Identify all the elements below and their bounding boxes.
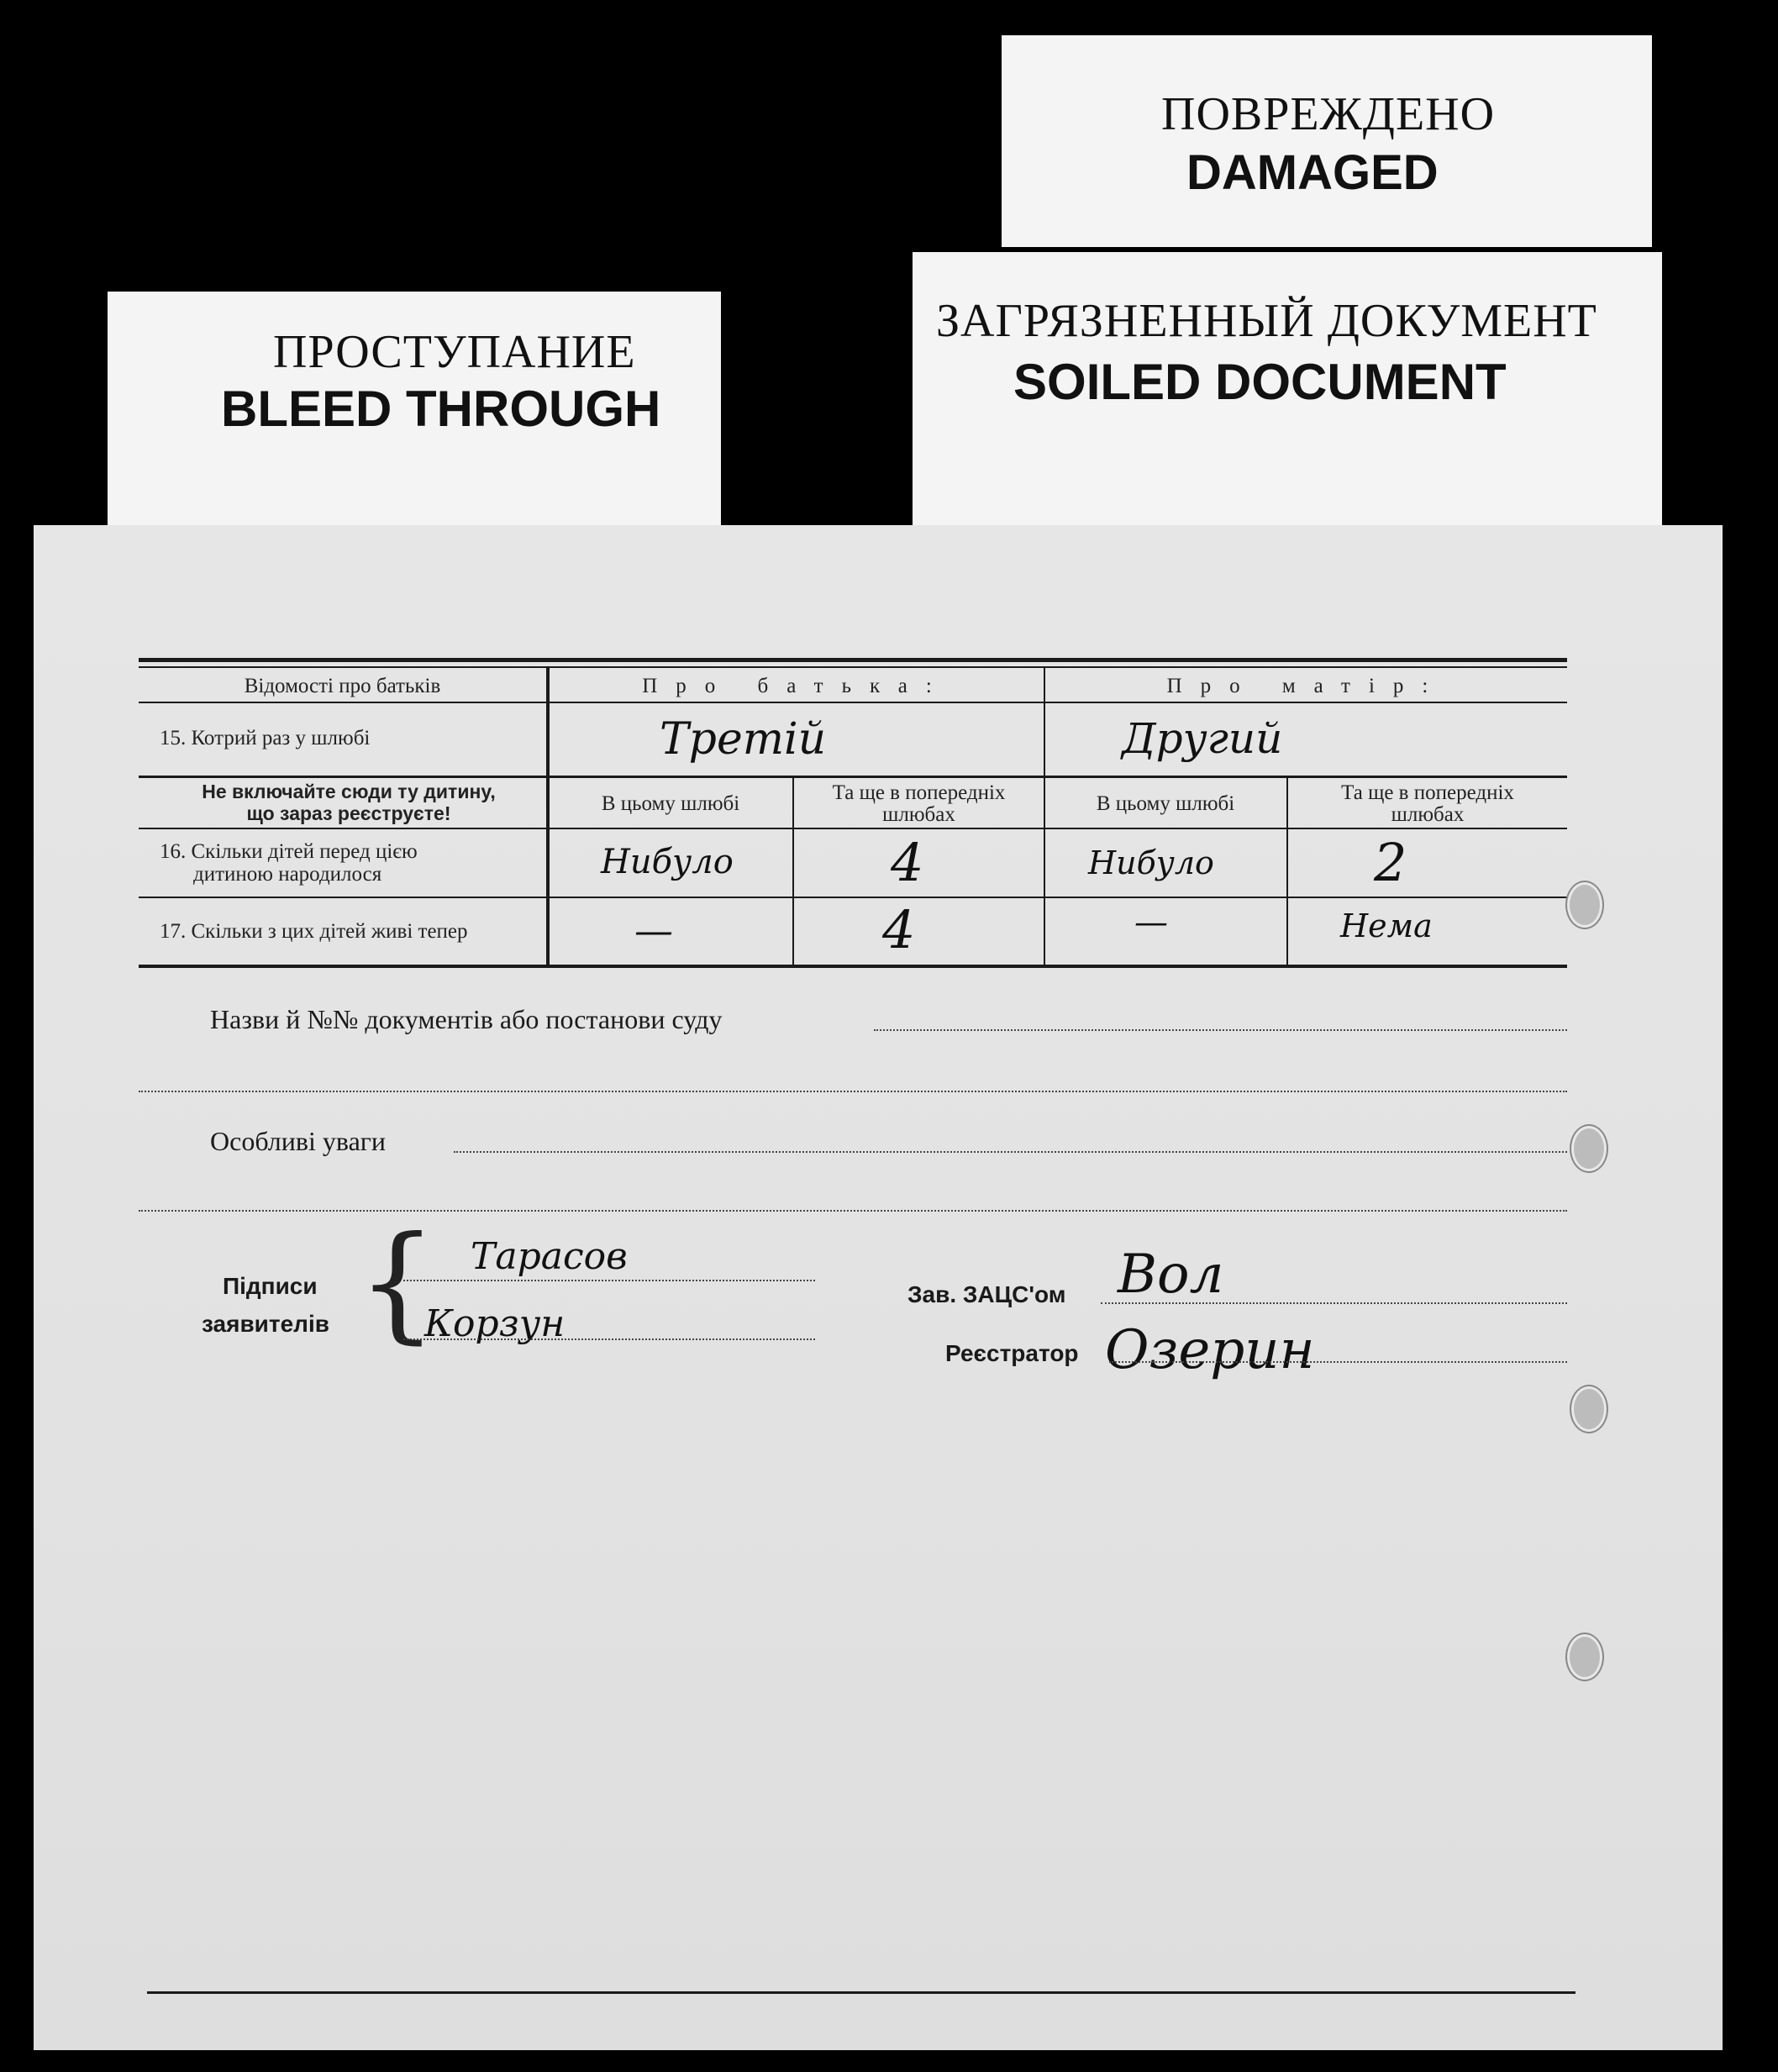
bleed-tag-en: BLEED THROUGH — [221, 381, 661, 437]
row17-label: 17. Скільки з цих дітей живі тепер — [160, 920, 468, 943]
col-divider-3 — [1044, 666, 1045, 966]
table-top-rule — [139, 658, 1567, 662]
signature-line-1 — [403, 1280, 815, 1281]
head-of-registry-label: Зав. ЗАЦС'ом — [907, 1281, 1066, 1307]
row17-father-prev: 4 — [882, 899, 916, 960]
row15-bottom-rule — [139, 776, 1567, 778]
registrar-signature-line — [1109, 1361, 1567, 1363]
soiled-tag-en: SOILED DOCUMENT — [1013, 354, 1507, 410]
row16-father-prev: 4 — [891, 832, 924, 893]
punch-hole — [1571, 1126, 1607, 1171]
remarks-label: Особливі уваги — [210, 1126, 387, 1156]
father-this-marriage-header: В цьому шлюбі — [601, 792, 740, 815]
row15-father-value: Третій — [660, 714, 827, 765]
row16-father-this: Нибуло — [601, 843, 734, 881]
documents-label: Назви й №№ документів або постанови суду — [210, 1004, 723, 1034]
punch-hole — [1567, 1634, 1602, 1680]
mother-previous-header-line2: шлюбах — [1391, 803, 1465, 826]
row17-father-this: — — [634, 907, 673, 953]
father-previous-header-line2: шлюбах — [882, 803, 955, 826]
mother-previous-header-line1: Та ще в попередніх — [1341, 781, 1514, 804]
note-line2: що зараз реєструєте! — [246, 802, 451, 824]
remarks-dotted-line-2 — [139, 1210, 1567, 1212]
row15-mother-value: Другий — [1122, 714, 1283, 763]
row15-label: 15. Котрий раз у шлюбі — [160, 727, 371, 749]
document-page — [34, 525, 1723, 2050]
table-bottom-rule — [139, 965, 1567, 968]
row16-label-line1: 16. Скільки дітей перед цією — [160, 840, 418, 863]
row16-label-line2: дитиною народилося — [193, 863, 382, 886]
header-father: Про батька: — [642, 675, 950, 697]
damaged-tag-en: DAMAGED — [1186, 145, 1439, 200]
signatures-brace: { — [357, 1210, 438, 1356]
damaged-tag — [1002, 35, 1652, 247]
punch-hole — [1567, 882, 1602, 928]
signatures-label-line1: Підписи — [223, 1273, 318, 1299]
bleed-tag-ru: ПРОСТУПАНИЕ — [273, 326, 636, 378]
soiled-document-tag — [913, 252, 1662, 529]
punch-hole — [1571, 1386, 1607, 1432]
row16-mother-this: Нибуло — [1088, 844, 1214, 881]
damaged-tag-ru: ПОВРЕЖДЕНО — [1161, 88, 1496, 140]
father-previous-header-line1: Та ще в попередніх — [832, 781, 1006, 804]
soiled-tag-ru: ЗАГРЯЗНЕННЫЙ ДОКУМЕНТ — [936, 295, 1597, 347]
documents-dotted-line — [874, 1029, 1567, 1031]
registrar-label: Реєстратор — [945, 1340, 1079, 1366]
sub-header-rule — [139, 828, 1567, 829]
row17-mother-prev: Нема — [1340, 907, 1433, 944]
documents-dotted-line-2 — [139, 1091, 1567, 1092]
col-divider-2 — [792, 777, 794, 966]
registrar-signature: Озерин — [1105, 1319, 1315, 1381]
head-of-registry-signature: Вол — [1118, 1244, 1224, 1306]
header-parents-info: Відомості про батьків — [244, 675, 441, 697]
row16-mother-prev: 2 — [1374, 832, 1407, 893]
applicant-signature-1: Тарасов — [471, 1235, 628, 1278]
col-divider-1 — [546, 666, 550, 966]
head-signature-line — [1101, 1302, 1567, 1304]
note-line1: Не включайте сюди ту дитину, — [202, 781, 496, 802]
mother-this-marriage-header: В цьому шлюбі — [1096, 792, 1235, 815]
applicant-signature-2: Корзун — [424, 1302, 565, 1345]
table-top-rule-2 — [139, 666, 1567, 668]
row17-mother-this: — — [1134, 903, 1168, 942]
remarks-dotted-line — [454, 1151, 1567, 1153]
col-divider-4 — [1286, 777, 1288, 966]
header-mother: Про матір: — [1166, 675, 1447, 697]
row16-bottom-rule — [139, 897, 1567, 898]
signature-line-2 — [403, 1338, 815, 1340]
bleed-through-tag — [108, 292, 721, 544]
signatures-label-line2: заявителів — [202, 1311, 329, 1337]
header-bottom-rule — [139, 702, 1567, 703]
page-bottom-rule — [147, 1991, 1575, 1994]
